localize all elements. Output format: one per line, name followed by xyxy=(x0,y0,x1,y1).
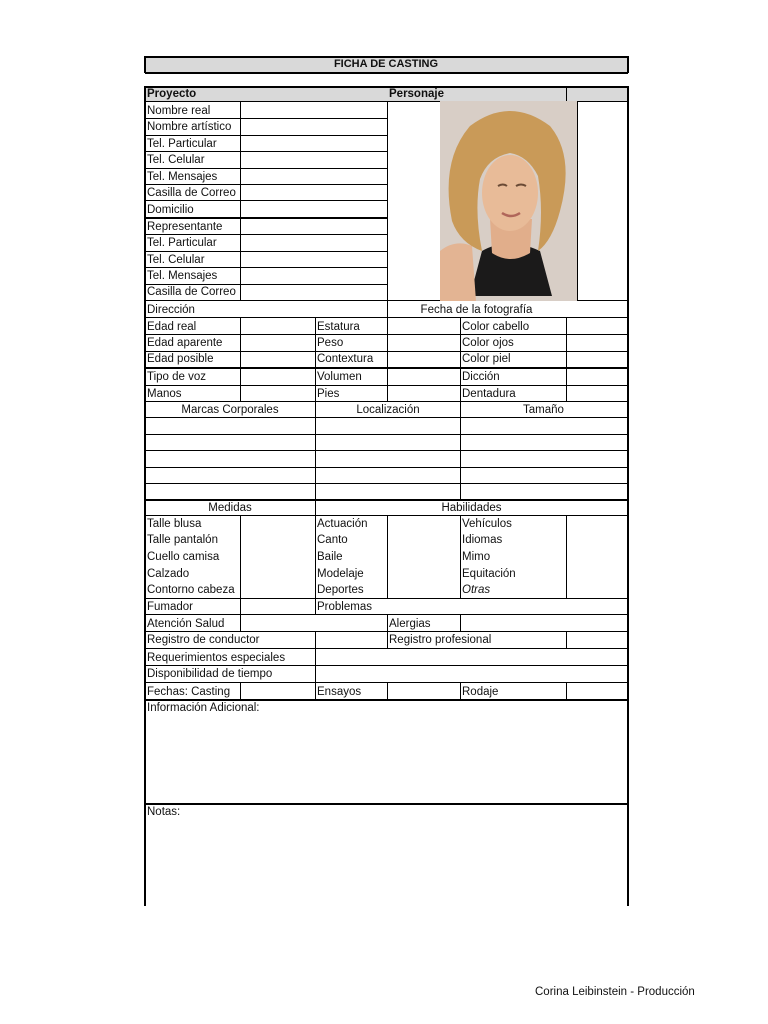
field-label: Domicilio xyxy=(147,204,194,216)
field-label: Tipo de voz xyxy=(147,371,207,383)
field-label: Idiomas xyxy=(462,534,503,546)
column-header: Tamaño xyxy=(523,404,564,416)
field-label: Tel. Mensajes xyxy=(147,270,218,282)
field-label: Nombre artístico xyxy=(147,121,232,133)
field-label: Otras xyxy=(462,584,491,596)
section-header: Medidas xyxy=(208,502,252,514)
field-label: Casilla de Correo xyxy=(147,187,236,199)
field-label: Equitación xyxy=(462,568,516,580)
field-label: Contextura xyxy=(317,353,374,365)
field-label: Fechas: Casting xyxy=(147,686,231,698)
field-label: Problemas xyxy=(317,601,372,613)
field-label: Tel. Particular xyxy=(147,138,217,150)
footer-credit: Corina Leibinstein - Producción xyxy=(535,986,695,998)
field-label: Dirección xyxy=(147,304,195,316)
field-label: Color ojos xyxy=(462,337,514,349)
field-label: Contorno cabeza xyxy=(147,584,235,596)
field-label: Actuación xyxy=(317,518,368,530)
field-label: Manos xyxy=(147,388,182,400)
field-label: Rodaje xyxy=(462,686,499,698)
field-label: Registro de conductor xyxy=(147,634,260,646)
field-label: Fumador xyxy=(147,601,194,613)
info-label: Información Adicional: xyxy=(147,702,260,714)
personaje-label: Personaje xyxy=(389,88,444,100)
field-label: Mimo xyxy=(462,551,491,563)
column-header: Marcas Corporales xyxy=(181,404,279,416)
field-label: Disponibilidad de tiempo xyxy=(147,668,273,680)
field-label: Nombre real xyxy=(147,105,211,117)
field-label: Estatura xyxy=(317,321,360,333)
field-label: Deportes xyxy=(317,584,364,596)
photo-date-label: Fecha de la fotografía xyxy=(420,304,533,316)
section-header: Habilidades xyxy=(441,502,502,514)
field-label: Modelaje xyxy=(317,568,364,580)
field-label: Pies xyxy=(317,388,340,400)
field-label: Casilla de Correo xyxy=(147,286,236,298)
field-label: Talle blusa xyxy=(147,518,202,530)
field-label: Tel. Mensajes xyxy=(147,171,218,183)
actor-photo xyxy=(440,101,577,301)
field-label: Edad real xyxy=(147,321,197,333)
field-label: Tel. Celular xyxy=(147,254,205,266)
field-label: Alergias xyxy=(389,618,431,630)
field-label: Vehículos xyxy=(462,518,512,530)
field-label: Edad aparente xyxy=(147,337,223,349)
proyecto-label: Proyecto xyxy=(147,88,197,100)
field-label: Peso xyxy=(317,337,344,349)
field-label: Volumen xyxy=(317,371,362,383)
form-title: FICHA DE CASTING xyxy=(333,58,439,70)
field-label: Registro profesional xyxy=(389,634,492,646)
field-label: Talle pantalón xyxy=(147,534,218,546)
field-label: Representante xyxy=(147,221,223,233)
field-label: Cuello camisa xyxy=(147,551,220,563)
field-label: Tel. Celular xyxy=(147,154,205,166)
field-label: Ensayos xyxy=(317,686,362,698)
field-label: Color cabello xyxy=(462,321,530,333)
field-label: Dicción xyxy=(462,371,500,383)
project-header-bar xyxy=(145,87,627,101)
field-label: Requerimientos especiales xyxy=(147,652,286,664)
column-header: Localización xyxy=(356,404,420,416)
field-label: Dentadura xyxy=(462,388,516,400)
field-label: Edad posible xyxy=(147,353,214,365)
field-label: Color piel xyxy=(462,353,511,365)
field-label: Canto xyxy=(317,534,348,546)
field-label: Calzado xyxy=(147,568,190,580)
notes-label: Notas: xyxy=(147,806,181,818)
field-label: Baile xyxy=(317,551,343,563)
field-label: Atención Salud xyxy=(147,618,225,630)
field-label: Tel. Particular xyxy=(147,237,217,249)
